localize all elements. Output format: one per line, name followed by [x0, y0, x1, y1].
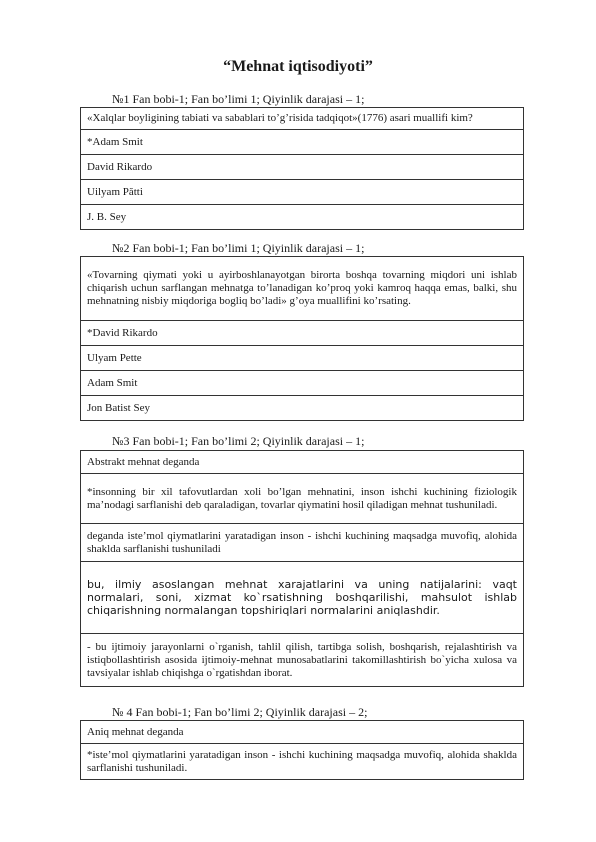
question-1-answer-3: Uilyam Pătti	[81, 180, 524, 205]
question-2-header: №2 Fan bobi-1; Fan bo’limi 1; Qiyinlik darajasi – 1;	[112, 241, 365, 255]
question-2-text: «Tovarning qiymati yoki u ayirboshlanayotgan birorta boshqa tovarning miqdori uni ishlab chiqarish uchun sarflangan mehnatga to’lanadigan ko’proq yoki kamroq haqqa emas, balki, shu mehnatning nisbiy miqdoriga bogliq bo’ladi» g’oya muallifini ko’rsating.	[81, 257, 524, 321]
question-1-header: №1 Fan bobi-1; Fan bo’limi 1; Qiyinlik darajasi – 1;	[112, 92, 365, 106]
question-4-answer-1: *iste’mol qiymatlarini yaratadigan inson - ishchi kuchining maqsadga muvofiq, alohida shaklda sarflanishi tushuniladi.	[81, 744, 524, 780]
question-1-table	[80, 107, 524, 230]
question-1-answer-4: J. B. Sey	[81, 205, 524, 230]
question-3-answer-1: *insonning bir xil tafovutlardan xoli bo’lgan mehnatini, inson ishchi kuchining fiziologik ma’nodagi sarflanishi deb qaraladigan, tovarlar qiymatini hosil qiladigan mehnat tushuniladi.	[81, 474, 524, 524]
question-3-header: №3 Fan bobi-1; Fan bo’limi 2; Qiyinlik darajasi – 1;	[112, 434, 365, 448]
question-4-header: № 4 Fan bobi-1; Fan bo’limi 2; Qiyinlik darajasi – 2;	[112, 705, 368, 719]
question-2-table	[80, 256, 524, 421]
question-3-text: Abstrakt mehnat deganda	[81, 451, 524, 474]
question-3-answer-2: deganda iste’mol qiymatlarini yaratadigan inson - ishchi kuchining maqsadga muvofiq, alohida shaklda sarflanishi tushuniladi	[81, 524, 524, 562]
question-3-answer-3: bu, ilmiy asoslangan mehnat xarajatlarini va uning natijalarini: vaqt normalari, soni, xizmat ko`rsatishning boshqarilishi, mahsulot ishlab chiqarishning normalangan topshiriqlari normalarini aniqlashdir.	[81, 562, 524, 634]
question-2-answer-1: *David Rikardo	[81, 321, 524, 346]
question-1-answer-1: *Adam Smit	[81, 130, 524, 155]
question-2-answer-3: Adam Smit	[81, 371, 524, 396]
document-title: “Mehnat iqtisodiyoti”	[223, 58, 373, 75]
question-3-answer-4: - bu ijtimoiy jarayonlarni o`rganish, tahlil qilish, tartibga solish, boshqarish, rejalashtirish va istiqbollashtirish asosida ijtimoiy-mehnat munosabatlarini takomillashtirish bo`yicha xulosa va tavsiyalar ishlab chiqishga o`rgatishdan iborat.	[81, 634, 524, 687]
question-4-table	[80, 720, 524, 780]
question-2-answer-2: Ulyam Pette	[81, 346, 524, 371]
question-3-table	[80, 450, 524, 687]
question-4-text: Aniq mehnat deganda	[81, 721, 524, 744]
question-2-answer-4: Jon Batist Sey	[81, 396, 524, 421]
question-1-answer-2: David Rikardo	[81, 155, 524, 180]
question-1-text: «Xalqlar boyligining tabiati va sabablari to’g’risida tadqiqot»(1776) asari muallifi kim?	[81, 108, 524, 130]
